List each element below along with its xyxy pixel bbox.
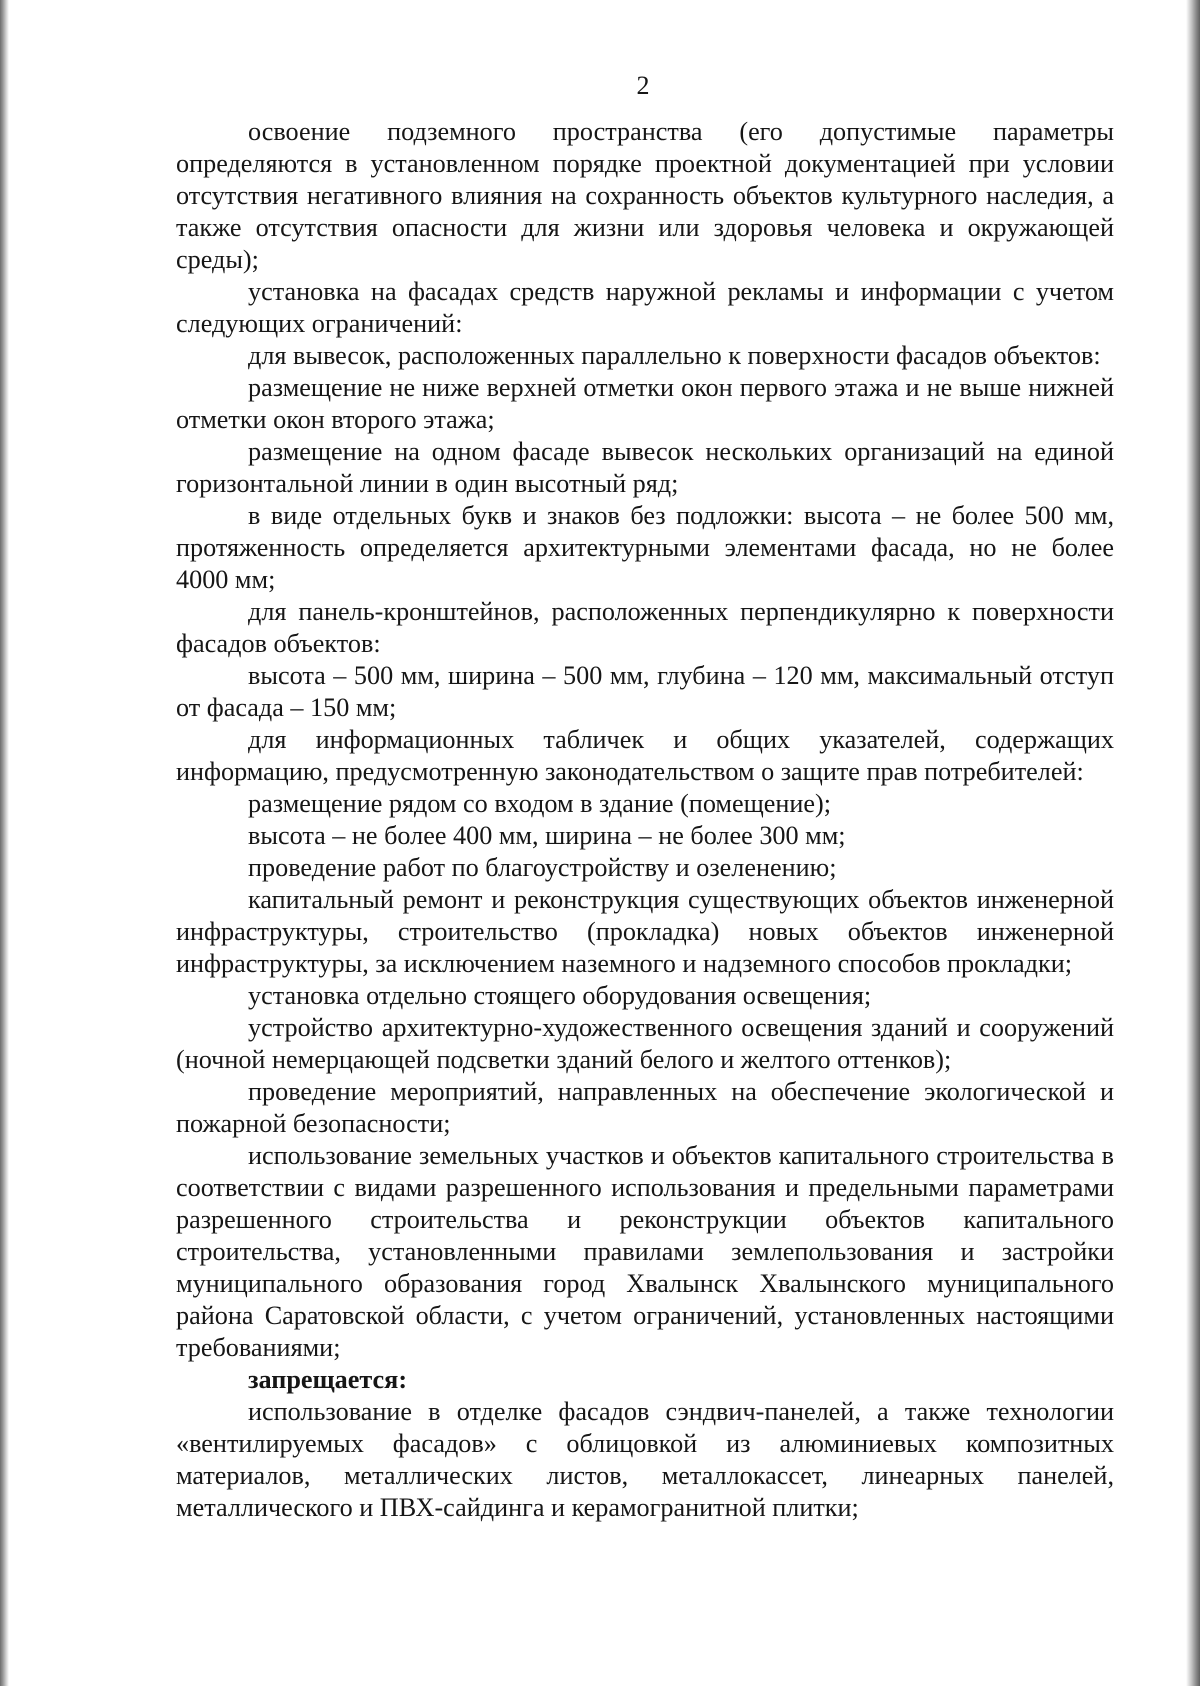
scan-edge-right xyxy=(1186,0,1200,1686)
paragraph: высота – 500 мм, ширина – 500 мм, глубина – 120 мм, максимальный отступ от фасада – 150 мм; xyxy=(176,661,1114,722)
paragraph: для вывесок, расположенных параллельно к поверхности фасадов объектов: xyxy=(248,341,1101,370)
paragraph: освоение подземного пространства (его допустимые параметры определяются в установленном порядке проектной документацией при условии отсутствия негативного влияния на сохранность объектов культурного наследия, а также отсутствия опасности для жизни или здоровья человека и окружающей среды); xyxy=(176,117,1114,274)
paragraph: капитальный ремонт и реконструкция существующих объектов инженерной инфраструктуры, строительство (прокладка) новых объектов инженерной инфраструктуры, за исключением наземного и надземного способов прокладки; xyxy=(176,885,1114,978)
document-body xyxy=(176,116,1114,1524)
paragraph: размещение на одном фасаде вывесок нескольких организаций на единой горизонтальной линии в один высотный ряд; xyxy=(176,437,1114,498)
paragraph: размещение не ниже верхней отметки окон первого этажа и не выше нижней отметки окон второго этажа; xyxy=(176,373,1114,434)
page-number: 2 xyxy=(636,71,650,100)
scan-edge-left xyxy=(0,0,9,1686)
paragraph: установка отдельно стоящего оборудования освещения; xyxy=(248,981,872,1010)
paragraph: установка на фасадах средств наружной рекламы и информации с учетом следующих ограничений: xyxy=(176,277,1114,338)
paragraph: для информационных табличек и общих указателей, содержащих информацию, предусмотренную законодательством о защите прав потребителей: xyxy=(176,725,1114,786)
section-heading-prohibited: запрещается: xyxy=(248,1365,408,1394)
paragraph: для панель-кронштейнов, расположенных перпендикулярно к поверхности фасадов объектов: xyxy=(176,597,1114,658)
paragraph: проведение работ по благоустройству и озеленению; xyxy=(248,853,837,882)
paragraph: устройство архитектурно-художественного освещения зданий и сооружений (ночной немерцающей подсветки зданий белого и желтого оттенков); xyxy=(176,1013,1114,1074)
paragraph: в виде отдельных букв и знаков без подложки: высота – не более 500 мм, протяженность определяется архитектурными элементами фасада, но не более 4000 мм; xyxy=(176,501,1114,594)
paragraph: высота – не более 400 мм, ширина – не более 300 мм; xyxy=(248,821,846,850)
paragraph: использование в отделке фасадов сэндвич-панелей, а также технологии «вентилируемых фасадов» с облицовкой из алюминиевых композитных материалов, металлических листов, металлокассет, линеарных панелей, металлического и ПВХ-сайдинга и керамогранитной плитки; xyxy=(176,1397,1114,1522)
paragraph: использование земельных участков и объектов капитального строительства в соответствии с видами разрешенного использования и предельными параметрами разрешенного строительства и реконструкции объектов капитального строительства, установленными правилами землепользования и застройки муниципального образования город Хвалынск Хвалынского муниципального района Саратовской области, с учетом ограничений, установленных настоящими требованиями; xyxy=(176,1141,1114,1362)
paragraph: проведение мероприятий, направленных на обеспечение экологической и пожарной безопасности; xyxy=(176,1077,1114,1138)
paragraph: размещение рядом со входом в здание (помещение); xyxy=(248,789,832,818)
